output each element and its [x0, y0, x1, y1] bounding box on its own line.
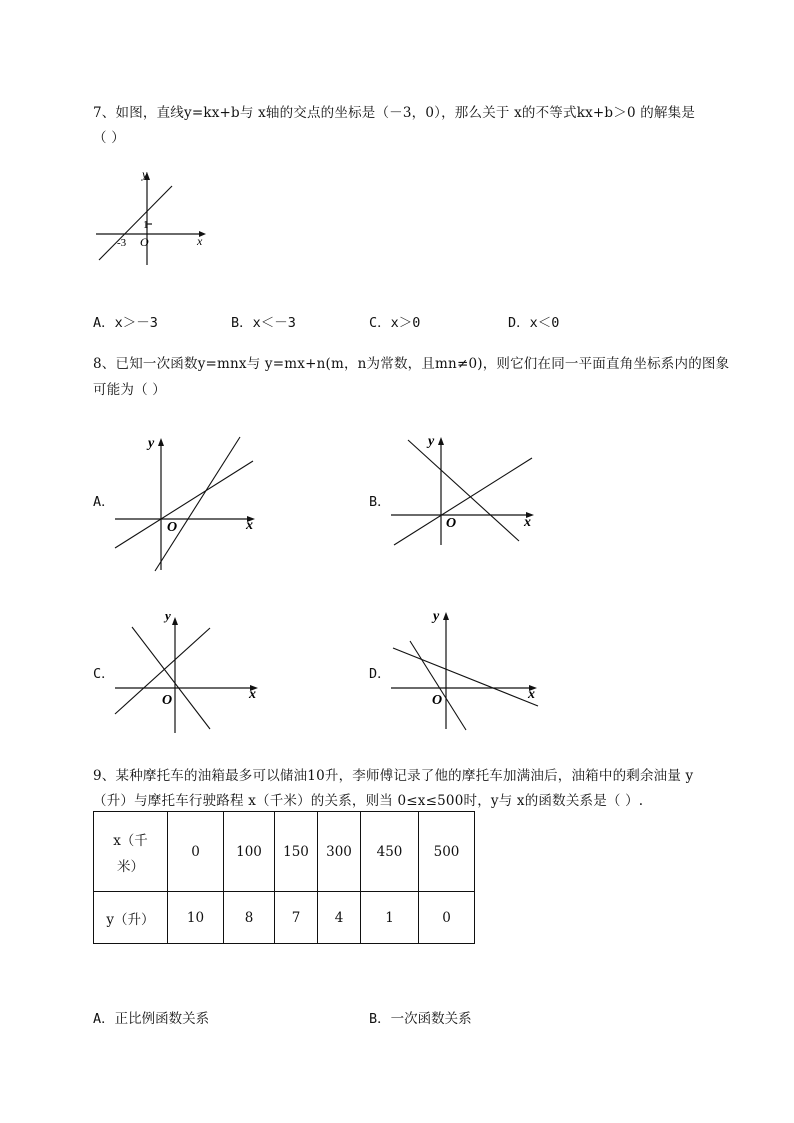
- q8-graph-c: [112, 608, 262, 738]
- q8c-y-label: y: [165, 608, 171, 623]
- q8-label-b[interactable]: B．: [369, 494, 391, 510]
- q9-table-cell: 4: [318, 892, 361, 944]
- q8b-y-label: y: [428, 434, 435, 449]
- q7-origin-label: O: [140, 235, 149, 249]
- q7-graph: [90, 165, 220, 270]
- q9-table-head-x-line2: 米）: [117, 858, 144, 875]
- q8b-line-1: [394, 458, 532, 545]
- q8d-x-label: x: [528, 687, 535, 702]
- q7-option-b[interactable]: B．x＜－3: [231, 315, 296, 331]
- q7-neg3-label: -3: [117, 237, 127, 249]
- q8d-y-arrow: [443, 612, 449, 620]
- table-row: [94, 812, 475, 892]
- q9-table-cell: 450: [361, 812, 419, 892]
- q8c-x-label: x: [249, 687, 256, 702]
- q9-stem-line2: （升）与摩托车行驶路程 x（千米）的关系，则当 0≤x≤500时，y与 x的函数关系是（ ）.: [93, 793, 644, 809]
- q9-table-cell: 8: [224, 892, 275, 944]
- q8a-y-arrow: [158, 438, 164, 446]
- q9-table-cell: 0: [419, 892, 475, 944]
- q9-table-cell: 1: [361, 892, 419, 944]
- q9-table: [93, 811, 475, 944]
- q8d-y-label: y: [433, 609, 440, 624]
- q9-option-a[interactable]: A．正比例函数关系: [93, 1011, 210, 1027]
- q9-table-cell: 300: [318, 812, 361, 892]
- q8b-origin-label: O: [446, 516, 457, 531]
- q7-line: [99, 186, 172, 260]
- q7-stem-line2: （ ）: [93, 130, 125, 146]
- q9-table-head-x-line1: x（千: [113, 832, 148, 849]
- q7-y-label: y: [142, 167, 148, 181]
- q9-table-cell: 100: [224, 812, 275, 892]
- q8c-line-2: [132, 627, 210, 729]
- q9-table-cell: 150: [275, 812, 318, 892]
- q8-graph-a: [112, 430, 262, 575]
- q9-table-cell: 0: [168, 812, 224, 892]
- q8a-line-2: [155, 437, 240, 571]
- q7-one-label: 1: [143, 219, 149, 231]
- q8-stem-line2: 可能为（ ）: [93, 382, 166, 398]
- q9-table-head-x: [94, 812, 168, 892]
- q8a-x-label: x: [246, 518, 253, 533]
- q8-graph-b: [388, 428, 538, 553]
- q9-table-head-y: y（升）: [94, 892, 168, 944]
- q8d-origin-label: O: [432, 693, 443, 708]
- q8a-y-label: y: [148, 436, 155, 451]
- table-row: [94, 892, 475, 944]
- q9-table-cell: 500: [419, 812, 475, 892]
- q7-option-a[interactable]: A．x＞－3: [93, 315, 158, 331]
- q8d-line-1: [393, 648, 538, 706]
- q7-stem-line1: 7、如图，直线y=kx+b与 x轴的交点的坐标是（－3，0），那么关于 x的不等式kx+b＞0 的解集是: [93, 105, 696, 121]
- q8d-line-2: [410, 641, 466, 730]
- q8b-x-label: x: [524, 515, 531, 530]
- q8-label-c[interactable]: C．: [93, 666, 115, 682]
- q9-stem-line1: 9、某种摩托车的油箱最多可以储油10升，李师傅记录了他的摩托车加满油后，油箱中的剩余油量 y: [93, 768, 694, 784]
- q8c-y-arrow: [172, 617, 178, 625]
- q9-table-cell: 7: [275, 892, 318, 944]
- q8a-origin-label: O: [167, 520, 178, 535]
- q8-label-d[interactable]: D．: [369, 666, 391, 682]
- q8a-line-1: [115, 461, 253, 548]
- q8b-y-arrow: [438, 437, 444, 445]
- q8-graph-d: [388, 605, 543, 735]
- q9-table-cell: 10: [168, 892, 224, 944]
- q9-option-b[interactable]: B．一次函数关系: [369, 1011, 472, 1027]
- q7-option-d[interactable]: D．x＜0: [508, 315, 560, 331]
- q8-stem-line1: 8、已知一次函数y=mnx与 y=mx+n(m，n为常数，且mn≠0)，则它们在同一平面直角坐标系内的图象: [93, 356, 730, 372]
- q7-x-label: x: [197, 234, 203, 248]
- q8c-origin-label: O: [162, 693, 173, 708]
- q8-label-a[interactable]: A．: [93, 494, 115, 510]
- q7-option-c[interactable]: C．x＞0: [369, 315, 421, 331]
